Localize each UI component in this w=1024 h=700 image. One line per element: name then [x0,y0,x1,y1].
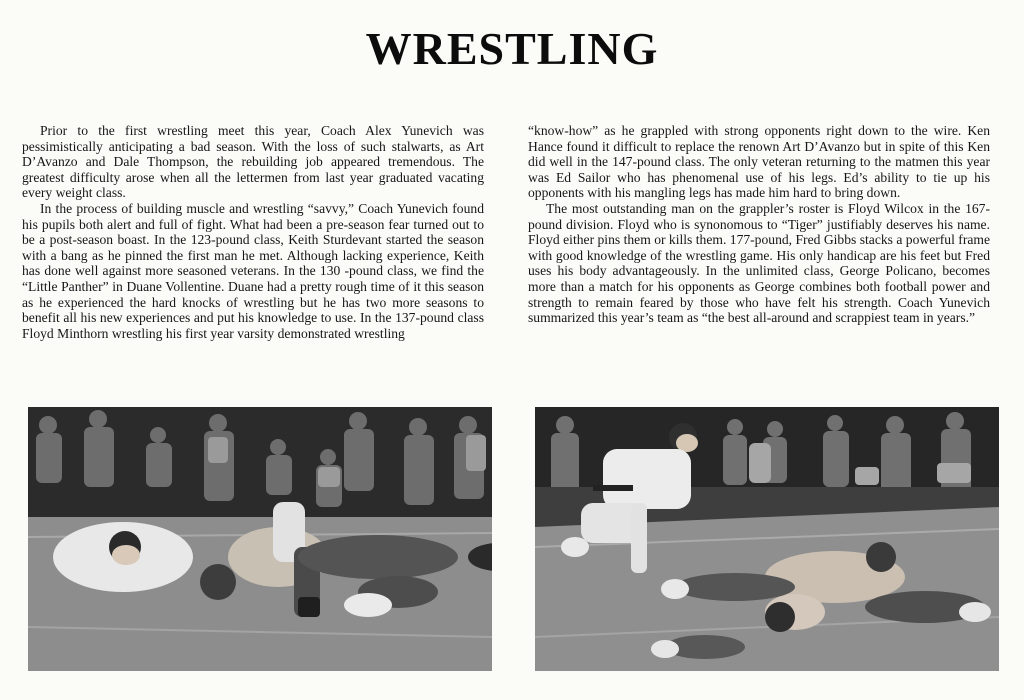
article-column-left [22,123,484,341]
page-title: WRESTLING [365,23,659,74]
article-paragraph: The most outstanding man on the grappler’s roster is Floyd Wilcox in the 167-pound division. Floyd who is synonomous to “Tiger” justifiably deserves his name. Floyd either pins them or kills them. 177-pound, Fred Gibbs stacks a powerful frame with good knowledge of the wrestling game. His only handicap are his feet but Fred uses his body advantageously. In the unlimited class, George Policano, becomes more than a match for his opponents as George combines both football power and strength to remain feared by those who have felt his strength. Coach Yunevich summarized this year’s team as “the best all-around and scrappiest team in years.” [528,200,990,326]
article-column-right [528,123,990,326]
article-paragraph: “know-how” as he grappled with strong opponents right down to the wire. Ken Hance found it difficult to replace the renown Art D’Avanzo but in spite of this Ken did well in the 147-pound class. The only veteran returning to the matmen this year was Ed Sailor who has phenomenal use of his legs. Ed’s ability to tie up his opponents with his mangling legs has made him hard to bring down. [528,123,990,201]
wrestling-referee-photo-icon [535,407,999,671]
article-paragraph: In the process of building muscle and wrestling “savvy,” Coach Yunevich found his pupils both alert and full of fight. What had been a pre-season fear turned out to be a post-season boast. In the 123-pound class, Keith Sturdevant started the season with a bang as he pinned the first man he met. Although lacking experience, Keith has done well against more seasoned veterans. In the 130 -pound class, we find the “Little Panther” in Duane Vollentine. Duane had a pretty rough time of it this season as he experienced the hard knocks of wrestling but he has two more seasons to benefit all his new experiences and put his knowledge to use. In the 137-pound class Floyd Minthorn wrestling his first year varsity demonstrated wrestling [22,200,484,341]
wrestling-referee-photo [535,407,999,671]
wrestling-match-photo-icon [28,407,492,671]
article-paragraph: Prior to the first wrestling meet this year, Coach Alex Yunevich was pessimistically anticipating a bad season. With the loss of such stalwarts, as Art D’Avanzo and Dale Thompson, the rebuilding job appeared tremendous. The greatest difficulty arose when all the lettermen from last year graduated vacating every weight class. [22,123,484,201]
wrestling-match-photo [28,407,492,671]
